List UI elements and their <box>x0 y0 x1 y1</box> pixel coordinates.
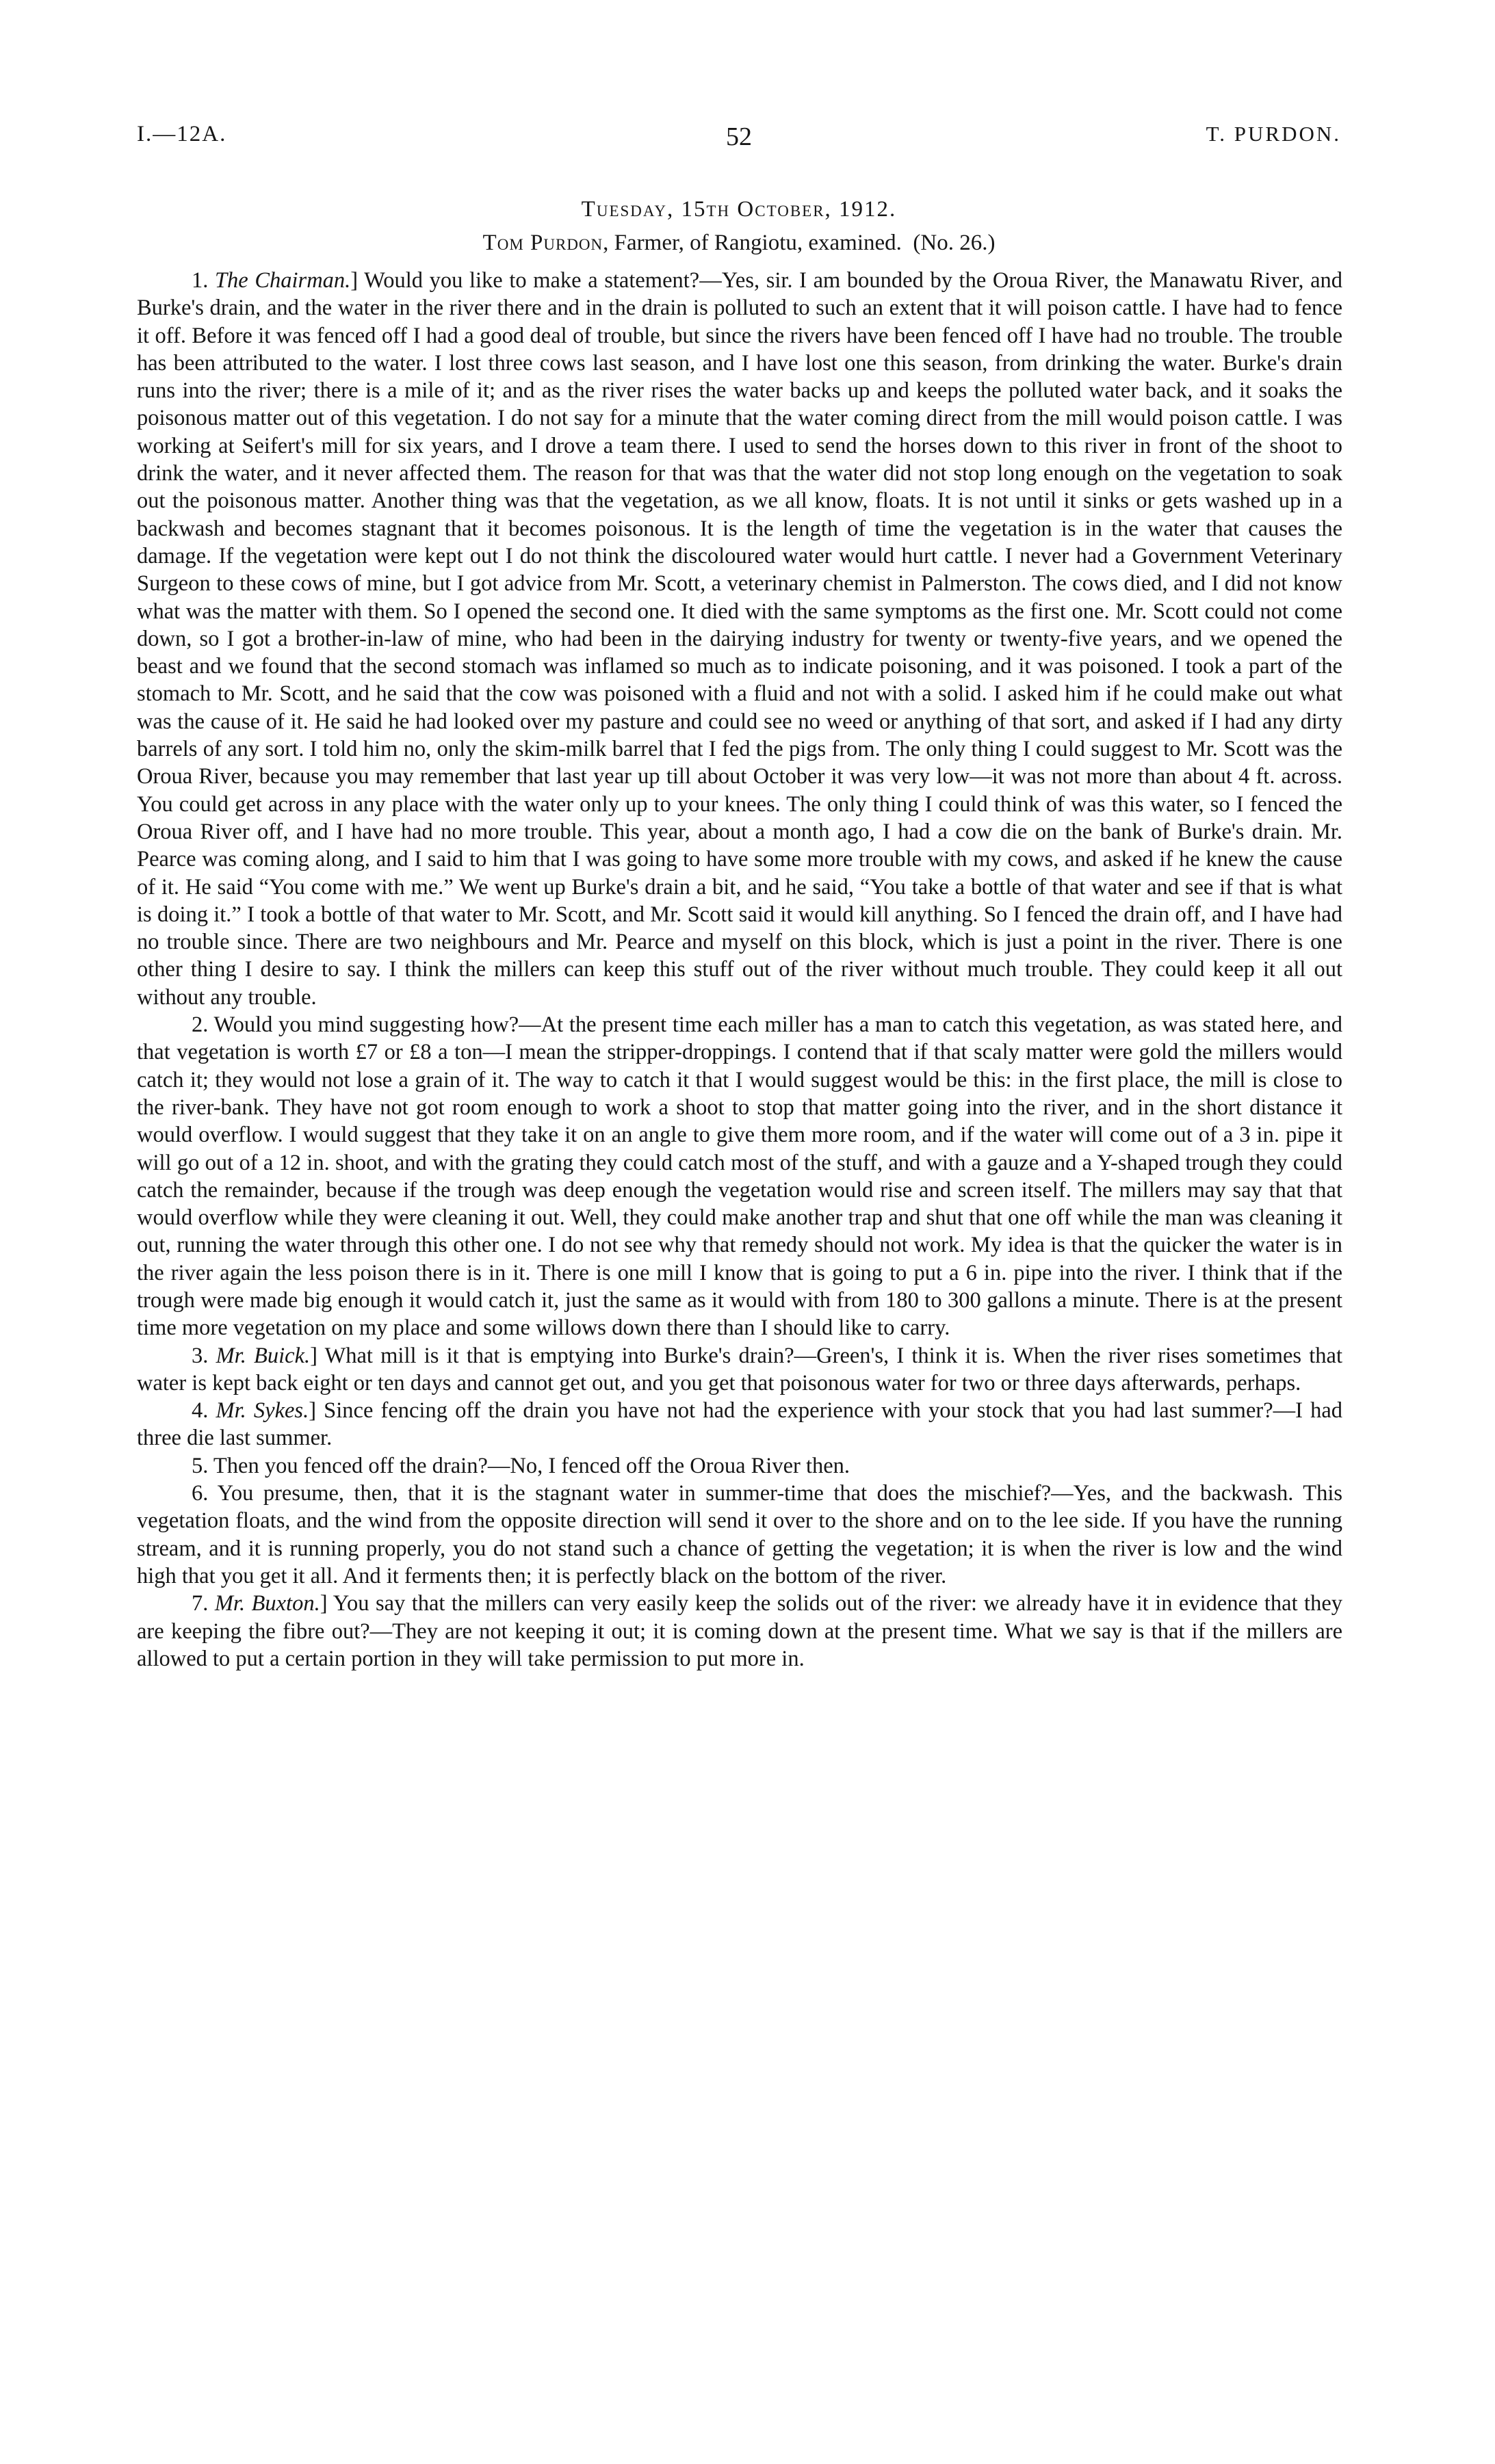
question-paragraph: 7. Mr. Buxton.] You say that the millers can very easily keep the solids out of the river: we already have it in evidence that they are keeping the fibre out?—They are not keeping it out; it is coming down at the present time. What we say is that if the millers are allowed to put a certain portion in they will take permission to put more in. <box>137 1591 1342 1671</box>
paragraph-text: Would you like to make a statement?—Yes, sir. I am bounded by the Oroua River, the Manawatu River, and Burke's drain, and the water in the river there and in the drain is polluted to such an extent that it will poison cattle. I have had to fence it off. Before it was fenced off I had a good deal of trouble, but since the rivers have been fenced off I have had no trouble. The trouble has been attributed to the water. I lost three cows last season, and I have lost one this season, from drinking the water. Burke's drain runs into the river; there is a mile of it; and as the river rises the water backs up and keeps the polluted water back, and it soaks the poisonous matter out of this vegetation. I do not say for a minute that the water coming direct from the mill would poison cattle. I was working at Seifert's mill for six years, and I drove a team there. I used to send the horses down to this river in front of the shoot to drink the water, and it never affected them. The reason for that was that the water did not stop long enough on the vegetation to soak out the poisonous matter. Another thing was that the vegetation, as we all know, floats. It is not until it sinks or gets washed up in a backwash and becomes stagnant that it becomes poisonous. It is the length of time the vegetation is in the water that causes the damage. If the vegetation were kept out I do not think the discoloured water would hurt cattle. I never had a Government Veterinary Surgeon to these cows of mine, but I got advice from Mr. Scott, a veterinary chemist in Palmerston. The cows died, and I did not know what was the matter with them. So I opened the second one. It died with the same symptoms as the first one. Mr. Scott could not come down, so I got a brother-in-law of mine, who had been in the dairying industry for twenty or twenty-five years, and we opened the beast and we found that the second stomach was inflamed so much as to indicate poisoning, and it was poisoned. I took a part of the stomach to Mr. Scott, and he said that the cow was poisoned with a fluid and not with a solid. I asked him if he could make out what was the cause of it. He said he had looked over my pasture and could see no weed or anything of that sort, and asked if I had any dirty barrels of any sort. I told him no, only the skim-milk barrel that I fed the pigs from. The only thing I could suggest to Mr. Scott was the Oroua River, because you may remember that last year up till about October it was very low—it was not more than about 4 ft. across. You could get across in any place with the water only up to your knees. The only thing I could think of was this water, so I fenced the Oroua River off, and I have had no more trouble. This year, about a month ago, I had a cow die on the bank of Burke's drain. Mr. Pearce was coming along, and I said to him that I was going to have some more trouble with my cows, and asked if he knew the cause of it. He said “You come with me.” We went up Burke's drain a bit, and he said, “You take a bottle of that water and see if that is what is doing it.” I took a bottle of that water to Mr. Scott, and Mr. Scott said it would kill anything. So I fenced the drain off, and I have had no trouble since. There are two neighbours and Mr. Pearce and myself on this block, which is just a point in the river. There is one other thing I desire to say. I think the millers can keep this stuff out of the river without much trouble. They could keep it all out without any trouble. <box>137 268 1342 1010</box>
speaker-name: The Chairman. <box>214 268 351 293</box>
testimony-body <box>137 267 1342 1673</box>
paragraph-text: Would you mind suggesting how?—At the present time each miller has a man to catch this vegetation, as was stated here, and that vegetation is worth £7 or £8 a ton—I mean the stripper-droppings. I contend that if that scaly matter were gold the millers would catch it; they would not lose a grain of it. The way to catch it that I would suggest would be this: in the first place, the mill is close to the river-bank. They have not got room enough to work a shoot to stop that matter going into the river, and in the short distance it would overflow. I would suggest that they take it on an angle to give them more room, and if the water will come out of a 3 in. pipe it will go out of a 12 in. shoot, and with the grating they could catch most of the stuff, and with a gauze and a Y-shaped trough they could catch the remainder, because if the trough was deep enough the vegetation would rise and screen itself. The millers may say that that would overflow while they were cleaning it out. Well, they could make another trap and shut that one off while the man was cleaning it out, running the water through this other one. I do not see why that remedy should not work. My idea is that the quicker the water is in the river again the less poison there is in it. There is one mill I know that is going to put a 6 in. pipe into the river. I think that if the trough were made big enough it would catch it, just the same as it would with from 180 to 300 gallons a minute. There is at the present time more vegetation on my place and some willows down there than I should like to carry. <box>137 1012 1342 1341</box>
question-paragraph: 3. Mr. Buick.] What mill is it that is emptying into Burke's drain?—Green's, I think it is. When the river rises sometimes that water is kept back eight or ten days and cannot get out, and you get that poisonous water for two or three days afterwards, perhaps. <box>137 1343 1342 1395</box>
speaker-name: Mr. Buick. <box>216 1343 311 1368</box>
question-paragraph: 1. The Chairman.] Would you like to make a statement?—Yes, sir. I am bounded by the Oroua River, the Manawatu River, and Burke's drain, and the water in the river there and in the drain is polluted to such an extent that it will poison cattle. I have had to fence it off. Before it was fenced off I had a good deal of trouble, but since the rivers have been fenced off I have had no trouble. The trouble has been attributed to the water. I lost three cows last season, and I have lost one this season, from drinking the water. Burke's drain runs into the river; there is a mile of it; and as the river rises the water backs up and keeps the polluted water back, and it soaks the poisonous matter out of this vegetation. I do not say for a minute that the water coming direct from the mill would poison cattle. I was working at Seifert's mill for six years, and I drove a team there. I used to send the horses down to this river in front of the shoot to drink the water, and it never affected them. The reason for that was that the water did not stop long enough on the vegetation to soak out the poisonous matter. Another thing was that the vegetation, as we all know, floats. It is not until it sinks or gets washed up in a backwash and becomes stagnant that it becomes poisonous. It is the length of time the vegetation is in the water that causes the damage. If the vegetation were kept out I do not think the discoloured water would hurt cattle. I never had a Government Veterinary Surgeon to these cows of mine, but I got advice from Mr. Scott, a veterinary chemist in Palmerston. The cows died, and I did not know what was the matter with them. So I opened the second one. It died with the same symptoms as the first one. Mr. Scott could not come down, so I got a brother-in-law of mine, who had been in the dairying industry for twenty or twenty-five years, and we opened the beast and we found that the second stomach was inflamed so much as to indicate poisoning, and it was poisoned. I took a part of the stomach to Mr. Scott, and he said that the cow was poisoned with a fluid and not with a solid. I asked him if he could make out what was the cause of it. He said he had looked over my pasture and could see no weed or anything of that sort, and asked if I had any dirty barrels of any sort. I told him no, only the skim-milk barrel that I fed the pigs from. The only thing I could suggest to Mr. Scott was the Oroua River, because you may remember that last year up till about October it was very low—it was not more than about 4 ft. across. You could get across in any place with the water only up to your knees. The only thing I could think of was this water, so I fenced the Oroua River off, and I have had no more trouble. This year, about a month ago, I had a cow die on the bank of Burke's drain. Mr. Pearce was coming along, and I said to him that I was going to have some more trouble with my cows, and asked if he knew the cause of it. He said “You come with me.” We went up Burke's drain a bit, and he said, “You take a bottle of that water and see if that is what is doing it.” I took a bottle of that water to Mr. Scott, and Mr. Scott said it would kill anything. So I fenced the drain off, and I have had no trouble since. There are two neighbours and Mr. Pearce and myself on this block, which is just a point in the river. There is one other thing I desire to say. I think the millers can keep this stuff out of the river without much trouble. They could keep it all out without any trouble. <box>137 268 1342 1010</box>
page-header <box>137 122 1341 163</box>
witness-number: (No. 26.) <box>913 231 996 255</box>
witness-heading <box>137 231 1341 256</box>
witness-name: Tom Purdon <box>482 231 603 255</box>
paragraph-text: Then you fenced off the drain?—No, I fenced off the Oroua River then. <box>213 1453 850 1478</box>
speaker-name: Mr. Sykes. <box>216 1398 309 1424</box>
question-number: 5. <box>192 1453 209 1478</box>
running-head-witness: T. PURDON. <box>1206 122 1341 146</box>
paragraph-text: What mill is it that is emptying into Burke's drain?—Green's, I think it is. When the river rises sometimes that water is kept back eight or ten days and cannot get out, and you get that poisonous water for two or three days afterwards, perhaps. <box>137 1343 1342 1395</box>
question-paragraph <box>137 1480 1342 1590</box>
question-number: 2. <box>192 1012 209 1038</box>
question-number: 4. <box>192 1398 209 1424</box>
session-date: Tuesday, 15th October, 1912. <box>581 197 897 222</box>
question-number: 3. <box>192 1343 209 1368</box>
paragraph-text: Since fencing off the drain you have not had the experience with your stock that you had last summer?—I had three die last summer. <box>137 1398 1343 1451</box>
paragraph-text: You presume, then, that it is the stagnant water in summer-time that does the mischief?—Yes, and the backwash. This vegetation floats, and the wind from the opposite direction will send it over to the shore and on to the lee side. If you have the running stream, and it is running properly, you do not stand such a chance of getting the vegetation; it is when the river is low and the wind high that you get it all. And it ferments then; it is perfectly black on the bottom of the river. <box>137 1481 1342 1588</box>
speaker-name: Mr. Buxton. <box>214 1591 320 1616</box>
question-number: 7. <box>192 1591 209 1616</box>
witness-description: , Farmer, of Rangiotu, examined. <box>603 231 902 255</box>
question-paragraph <box>137 1452 1342 1480</box>
question-paragraph <box>137 1011 1342 1342</box>
question-number: 6. <box>192 1481 209 1506</box>
paragraph-text: You say that the millers can very easily keep the solids out of the river: we already have it in evidence that they are keeping the fibre out?—They are not keeping it out; it is coming down at the present time. What we say is that if the millers are allowed to put a certain portion in they will take permission to put more in. <box>137 1591 1342 1671</box>
question-number: 1. <box>192 268 209 293</box>
parliamentary-paper-ref: I.—12A. <box>137 122 227 146</box>
question-paragraph: 4. Mr. Sykes.] Since fencing off the drain you have not had the experience with your stock that you had last summer?—I had three die last summer. <box>137 1398 1343 1451</box>
page-number: 52 <box>726 122 752 151</box>
